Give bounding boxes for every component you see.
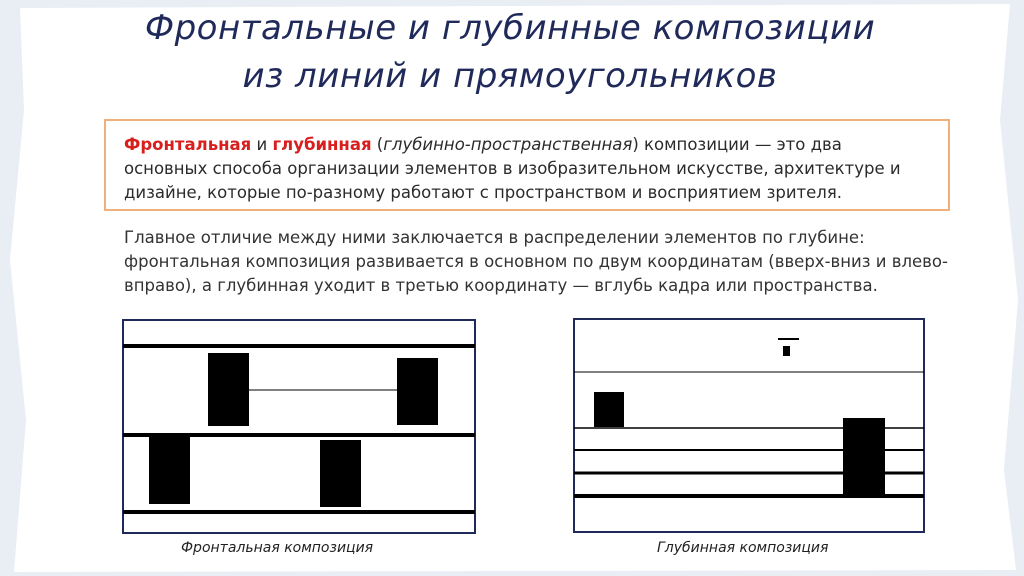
frontal-rect-1 [208, 353, 249, 426]
term-frontal: Фронтальная [124, 135, 252, 154]
title-line-2: из линий и прямоугольников [242, 56, 778, 96]
caption-deep: Глубинная композиция [657, 540, 829, 556]
caption-frontal: Фронтальная композиция [181, 540, 374, 556]
frontal-rect-4 [320, 440, 361, 507]
frontal-rect-3 [149, 437, 190, 504]
term-deep: глубинная [272, 135, 372, 154]
frontal-rect-2 [397, 358, 438, 425]
deep-rect-large [843, 418, 885, 498]
frontal-composition-diagram [123, 320, 475, 533]
difference-paragraph: Главное отличие между ними заключается в распределении элементов по глубине: фронтальная композиция развивается в основном по двум координатам (вверх-вниз и влево-вправо), а глубинная уходит в третью координату — вглубь кадра или пространства. [124, 228, 948, 295]
and-text: и [251, 135, 273, 154]
deep-composition-diagram [574, 319, 924, 532]
term-alt: глубинно-пространственная [383, 135, 633, 154]
deep-rect-small [594, 392, 624, 427]
paren-open-text: ( [371, 135, 384, 154]
callout-rest-text: ) композиции — это два основных способа организации элементов в изобразительном искусстве, архитектуре и дизайне, которые по-разному работают с пространством и восприятием зрителя. [124, 135, 901, 202]
title-line-1: Фронтальные и глубинные композиции [144, 8, 876, 48]
deep-tiny-rect [783, 346, 790, 356]
